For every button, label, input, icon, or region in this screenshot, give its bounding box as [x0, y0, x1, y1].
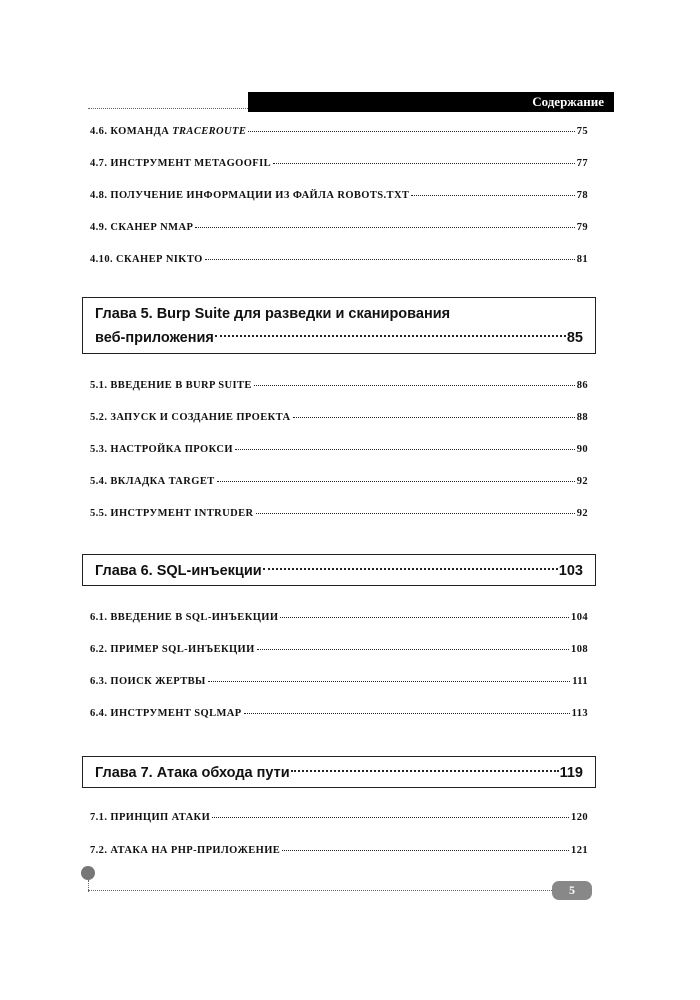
header-title: Содержание — [532, 94, 604, 109]
chapter-heading-7[interactable] — [82, 756, 596, 788]
dot-leader — [254, 385, 575, 386]
toc-entry-4-9[interactable] — [90, 222, 588, 238]
dot-leader — [263, 568, 558, 570]
toc-entry-number: 6.4. — [90, 708, 108, 719]
toc-entry-page: 90 — [576, 444, 588, 455]
toc-entry-page: 120 — [571, 812, 588, 823]
toc-entry-page: 111 — [572, 676, 588, 687]
toc-entry-4-7[interactable] — [90, 158, 588, 174]
chapter-title: Глава 5. Burp Suite для разведки и сканирования — [95, 306, 451, 322]
toc-entry-number: 6.3. — [90, 676, 108, 687]
toc-entry-page: 108 — [571, 644, 588, 655]
dot-leader — [248, 131, 574, 132]
toc-entry-number: 7.2. — [90, 845, 108, 856]
toc-entry-number: 5.4. — [90, 476, 108, 487]
dot-leader — [282, 850, 569, 851]
page-number: 5 — [569, 883, 575, 897]
toc-entry-page: 104 — [571, 612, 588, 623]
dot-leader — [217, 481, 575, 482]
toc-entry-page: 75 — [576, 126, 588, 137]
footer-circle-ornament — [81, 866, 95, 880]
chapter-page: 103 — [558, 563, 583, 579]
toc-entry-number: 5.2. — [90, 412, 108, 423]
toc-entry-6-2[interactable] — [90, 644, 588, 660]
toc-entry-number: 5.3. — [90, 444, 108, 455]
toc-entry-title: ВКЛАДКА TARGET — [110, 476, 215, 487]
chapter-title-continued: веб-приложения — [95, 330, 214, 346]
dot-leader — [208, 681, 570, 682]
toc-entry-page: 79 — [576, 222, 588, 233]
footer-dotted-rule — [88, 890, 554, 891]
toc-entry-4-10[interactable] — [90, 254, 588, 270]
toc-entry-number: 4.6. — [90, 126, 108, 137]
toc-entry-title: СКАНЕР NMAP — [110, 222, 194, 233]
toc-entry-title: ПРИМЕР SQL-ИНЪЕКЦИИ — [110, 644, 255, 655]
toc-entry-6-4[interactable] — [90, 708, 588, 724]
dot-leader — [244, 713, 570, 714]
chapter-title: Глава 6. SQL-инъекции — [95, 563, 262, 579]
dot-leader — [195, 227, 574, 228]
chapter-title-line — [95, 559, 583, 583]
toc-entry-4-6[interactable] — [90, 126, 588, 142]
toc-entry-title: НАСТРОЙКА ПРОКСИ — [110, 444, 233, 455]
dot-leader — [212, 817, 569, 818]
dot-leader — [293, 417, 575, 418]
chapter-title-line — [95, 761, 583, 785]
toc-entry-number: 5.5. — [90, 508, 108, 519]
toc-entry-6-1[interactable] — [90, 612, 588, 628]
chapter-page: 119 — [559, 765, 583, 781]
toc-entry-title: КОМАНДА — [110, 126, 170, 137]
toc-entry-page: 113 — [571, 708, 588, 719]
dot-leader — [235, 449, 575, 450]
toc-entry-page: 92 — [576, 476, 588, 487]
toc-entry-title: ПОЛУЧЕНИЕ ИНФОРМАЦИИ ИЗ ФАЙЛА ROBOTS.TXT — [110, 190, 410, 201]
header-dotted-rule — [88, 108, 250, 109]
chapter-page: 85 — [566, 330, 583, 346]
chapter-heading-6[interactable] — [82, 554, 596, 586]
dot-leader — [411, 195, 574, 196]
toc-entry-title-italic: TRACEROUTE — [172, 126, 247, 137]
toc-entry-7-1[interactable] — [90, 812, 588, 828]
toc-entry-5-2[interactable] — [90, 412, 588, 428]
toc-entry-6-3[interactable] — [90, 676, 588, 692]
toc-entry-title: ИНСТРУМЕНТ INTRUDER — [110, 508, 254, 519]
page-number-badge — [552, 881, 592, 900]
toc-entry-5-5[interactable] — [90, 508, 588, 524]
dot-leader — [256, 513, 575, 514]
dot-leader — [280, 617, 569, 618]
toc-entry-title: СКАНЕР NIKTO — [116, 254, 203, 265]
toc-entry-number: 6.2. — [90, 644, 108, 655]
toc-entry-title: ВВЕДЕНИЕ В BURP SUITE — [110, 380, 252, 391]
toc-entry-page: 77 — [576, 158, 588, 169]
toc-entry-5-3[interactable] — [90, 444, 588, 460]
toc-entry-page: 92 — [576, 508, 588, 519]
toc-entry-5-1[interactable] — [90, 380, 588, 396]
toc-entry-number: 4.7. — [90, 158, 108, 169]
toc-entry-number: 4.9. — [90, 222, 108, 233]
toc-entry-title: АТАКА НА PHP-ПРИЛОЖЕНИЕ — [110, 845, 281, 856]
toc-entry-title: ИНСТРУМЕНТ METAGOOFIL — [110, 158, 272, 169]
toc-entry-number: 4.8. — [90, 190, 108, 201]
toc-entry-title: ПОИСК ЖЕРТВЫ — [110, 676, 206, 687]
toc-entry-page: 86 — [576, 380, 588, 391]
toc-entry-4-8[interactable] — [90, 190, 588, 206]
chapter-heading-5[interactable] — [82, 297, 596, 354]
toc-entry-7-2[interactable] — [90, 845, 588, 861]
toc-entry-title: ВВЕДЕНИЕ В SQL-ИНЪЕКЦИИ — [110, 612, 279, 623]
toc-entry-number: 5.1. — [90, 380, 108, 391]
toc-entry-title: ЗАПУСК И СОЗДАНИЕ ПРОЕКТА — [110, 412, 291, 423]
toc-entry-page: 78 — [576, 190, 588, 201]
dot-leader — [257, 649, 569, 650]
toc-entry-number: 4.10. — [90, 254, 113, 265]
dot-leader — [205, 259, 575, 260]
toc-entry-title: ИНСТРУМЕНТ SQLMAP — [110, 708, 242, 719]
toc-entry-page: 121 — [571, 845, 588, 856]
chapter-title-line-1 — [95, 302, 583, 326]
toc-entry-5-4[interactable] — [90, 476, 588, 492]
chapter-title-line-2 — [95, 326, 583, 350]
dot-leader — [273, 163, 575, 164]
chapter-title: Глава 7. Атака обхода пути — [95, 765, 290, 781]
dot-leader — [291, 770, 559, 772]
toc-entry-number: 6.1. — [90, 612, 108, 623]
dot-leader — [215, 335, 566, 337]
toc-entry-number: 7.1. — [90, 812, 108, 823]
toc-entry-page: 81 — [576, 254, 588, 265]
toc-entry-title: ПРИНЦИП АТАКИ — [110, 812, 211, 823]
running-header — [248, 92, 614, 112]
toc-entry-page: 88 — [576, 412, 588, 423]
